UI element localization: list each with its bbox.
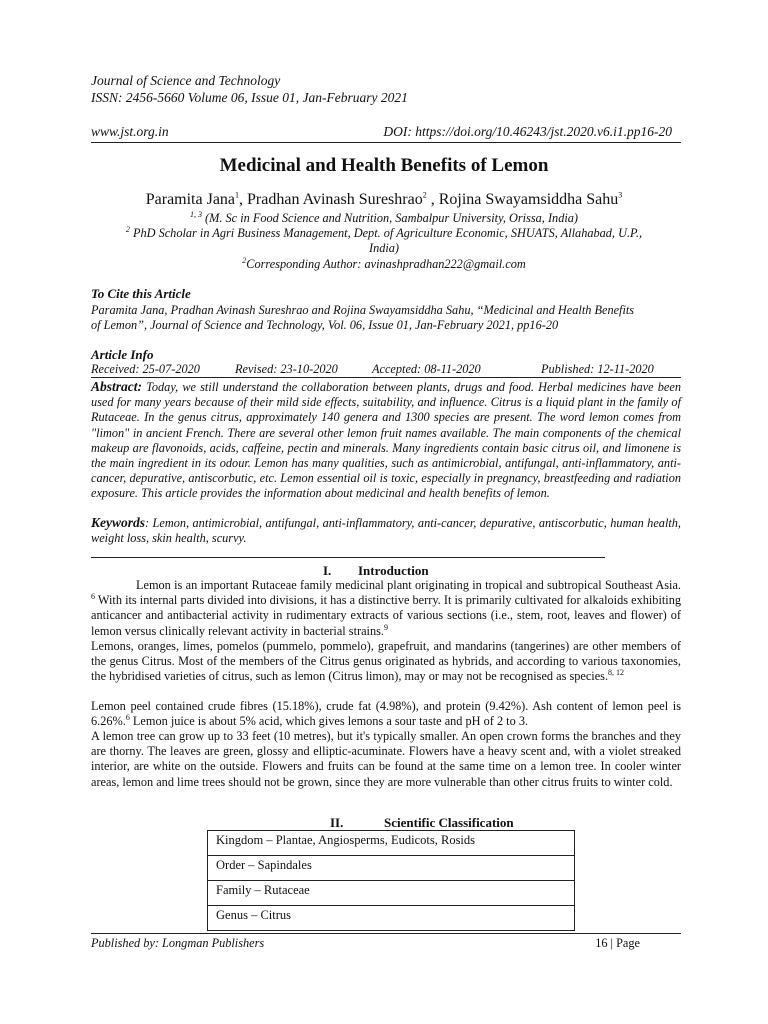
intro-p3-ref: 6 (125, 713, 130, 723)
section-2-number: II. (330, 815, 344, 830)
author-2: , Pradhan Avinash Sureshrao (239, 191, 423, 208)
intro-p1-text-a: Lemon is an important Rutaceae family medicinal plant originating in tropical and subtropical Southeast Asia. (136, 578, 681, 592)
intro-paragraph-1 (91, 578, 681, 639)
table-row (208, 906, 575, 931)
revised-date: Revised: 23-10-2020 (235, 362, 338, 376)
intro-p3-text-b: Lemon juice is about 5% acid, which gives lemons a sour taste and pH of 2 to 3. (129, 714, 529, 729)
accepted-date: Accepted: 08-11-2020 (372, 362, 481, 376)
paper-title: Medicinal and Health Benefits of Lemon (219, 155, 549, 176)
keywords-rule (91, 557, 605, 558)
doi-link[interactable]: DOI: https://doi.org/10.46243/jst.2020.v6.i1.pp16-20 (383, 124, 672, 139)
article-info-heading: Article Info (91, 347, 154, 362)
issn-line: ISSN: 2456-5660 Volume 06, Issue 01, Jan-February 2021 (91, 90, 408, 105)
table-row (208, 831, 575, 856)
cite-heading: To Cite this Article (91, 286, 191, 301)
abstract-text: Today, we still understand the collaboration between plants, drugs and food. Herbal medicines have been used for many years because of their mild side effects, suitability, and influence. Citrus is a liquid plant in the family of Rutaceae. In the genus citrus, approximately 140 genera and 1300 species are present. The word lemon comes from "limon" in ancient French. There are several other lemon fruit names available. The main components of the chemical makeup are flavonoids, acids, caffeine, pectin and minerals. Many ingredients contain basic citrus oil, and limonene is the main ingredient in its odour. Lemon has many qualities, such as antimicrobial, antifungal, anti-inflammatory, anti-cancer, depurative, antiscorbutic, etc. Lemon essential oil is toxic, especially in pregnancy, breastfeeding and radiation exposure. This article provides the information about medicinal and health benefits of lemon. (91, 380, 681, 501)
publisher-line: Published by: Longman Publishers (91, 936, 265, 950)
corresponding-author (0, 257, 768, 272)
intro-p1-text-b: With its internal parts divided into divisions, it has a distinctive berry. It is primarily cultivated for alkaloids exhibiting anticancer and antibacterial activity in rudimentary extracts of various sections (i.e., stem, root, leaves and flower) of lemon versus clinically relevant activity in bacterial strains. (91, 593, 681, 638)
affiliation-2 (0, 226, 768, 241)
intro-p1-ref-1: 6 (91, 592, 95, 602)
affiliation-2-sup: 2 (125, 224, 130, 234)
received-date: Received: 25-07-2020 (91, 362, 200, 376)
corresponding-sup: 2 (242, 255, 247, 265)
author-list (0, 191, 768, 209)
section-1-heading: Introduction (358, 563, 429, 578)
intro-paragraph-3 (91, 699, 681, 729)
intro-p2-ref: 8, 12 (608, 668, 625, 678)
classification-order: Order – Sapindales (208, 856, 575, 881)
section-2-heading: Scientific Classification (384, 815, 514, 830)
header-rule (91, 142, 681, 143)
classification-family: Family – Rutaceae (208, 881, 575, 906)
author-3-sup: 3 (618, 190, 623, 200)
intro-paragraph-2 (91, 639, 681, 685)
affiliation-2-cont: India) (368, 241, 400, 255)
keywords-text: : Lemon, antimicrobial, antifungal, anti-inflammatory, anti-cancer, depurative, antiscorbutic, human health, weight loss, skin health, scurvy. (91, 516, 681, 546)
cite-line-2: of Lemon”, Journal of Science and Technology, Vol. 06, Issue 01, Jan-February 2021, pp16-20 (91, 318, 559, 332)
keywords-label: Keywords (91, 515, 145, 530)
author-1-sup: 1 (235, 190, 240, 200)
intro-p2-text: Lemons, oranges, limes, pomelos (pummelo, pommelo), grapefruit, and mandarins (tangerines) are other members of the genus Citrus. Most of the members of the Citrus genus originated as hybrids, and according to various taxonomies, the hybridised varieties of citrus, such as lemon (Citrus limon), may or may not be recognised as species. (91, 639, 681, 684)
published-date: Published: 12-11-2020 (541, 362, 654, 376)
intro-p3-text-a: Lemon peel contained crude fibres (15.18%), crude fat (4.98%), and protein (9.42%). Ash content of lemon peel is 6.26%. (91, 699, 681, 729)
intro-paragraph-4: A lemon tree can grow up to 33 feet (10 metres), but it's typically smaller. An open crown forms the branches and they are thorny. The leaves are green, glossy and elliptic-acuminate. Flowers have a heavy scent and, with a violet streaked interior, are white on the outside. Flowers and fruits can be found at the same time on a lemon tree. In cooler winter areas, lemon and lime trees should not be grown, since they are more vulnerable than other citrus fruits to winter cold. (91, 729, 681, 789)
classification-table (207, 830, 575, 931)
affiliation-1-sup: 1, 3 (189, 209, 202, 219)
table-row (208, 881, 575, 906)
abstract-label: Abstract: (91, 379, 143, 394)
table-row (208, 856, 575, 881)
abstract (91, 379, 681, 502)
affiliation-2-text: PhD Scholar in Agri Business Management, Dept. of Agriculture Economic, SHUATS, Allahabad, U.P., (129, 226, 643, 240)
cite-line-1: Paramita Jana, Pradhan Avinash Sureshrao and Rojina Swayamsiddha Sahu, “Medicinal and Health Benefits (91, 303, 635, 317)
section-1-number: I. (323, 563, 332, 578)
classification-genus: Genus – Citrus (208, 906, 575, 931)
author-1: Paramita Jana (145, 191, 236, 208)
corresponding-text: Corresponding Author: avinashpradhan222@gmail.com (246, 257, 526, 271)
author-3: , Rojina Swayamsiddha Sahu (426, 191, 619, 208)
keywords (91, 515, 681, 546)
affiliation-1 (0, 211, 768, 226)
journal-name: Journal of Science and Technology (91, 73, 281, 88)
website-link[interactable]: www.jst.org.in (91, 124, 169, 139)
classification-kingdom: Kingdom – Plantae, Angiosperms, Eudicots, Rosids (208, 831, 575, 856)
author-2-sup: 2 (422, 190, 427, 200)
info-rule (91, 377, 681, 378)
affiliation-1-text: (M. Sc in Food Science and Nutrition, Sambalpur University, Orissa, India) (201, 211, 579, 225)
intro-p1-ref-2: 9 (383, 622, 388, 632)
page-number: 16 | Page (595, 936, 640, 950)
footer-rule (91, 933, 681, 934)
